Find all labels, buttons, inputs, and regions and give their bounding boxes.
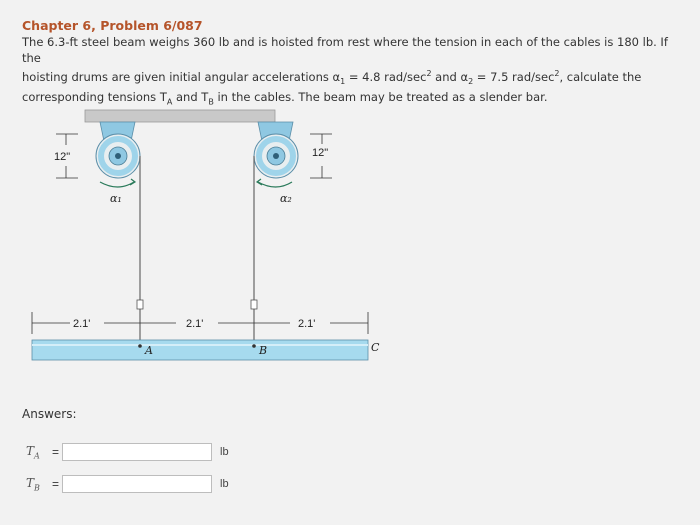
ceiling-support — [85, 110, 275, 122]
alpha1-label: α₁ — [110, 192, 122, 205]
problem-line-1: The 6.3-ft steel beam weighs 360 lb and is hoisted from rest where the tension in each of the cables is 180 lb. If the — [22, 35, 668, 65]
ta-equals: = — [52, 445, 60, 459]
tb-equals: = — [52, 477, 60, 491]
problem-statement: The 6.3-ft steel beam weighs 360 lb and is hoisted from rest where the tension in each of the cables is 180 lb. If the hoisting drums are given initial angular accelerations $\alpha_1 = 4.8$ rad/$\sec^2$ and $\alpha_2 = 7.5$ rad/$\sec^2$, calculate the corresponding tensions $T_A$ and $T_B$ in the cables. The beam may be treated as a slender bar. — [22, 35, 668, 106]
point-b-label: B — [259, 344, 268, 357]
ta-unit: lb — [220, 446, 229, 458]
span-dim-3: 2.1' — [298, 318, 316, 330]
answer-row-tb — [26, 473, 229, 495]
ta-variable: $T_A$ — [26, 443, 40, 461]
span-dim-2: 2.1' — [186, 318, 204, 330]
diameter-dim-left: 12" — [54, 151, 71, 163]
point-c-label: C — [371, 341, 380, 354]
diameter-dim-right: 12" — [312, 147, 329, 159]
answers-label: Answers: — [22, 407, 77, 421]
answer-row-ta — [26, 441, 229, 463]
tb-input[interactable] — [62, 475, 212, 493]
alpha2-label: α₂ — [280, 192, 292, 205]
ta-input[interactable] — [62, 443, 212, 461]
span-dim-1: 2.1' — [73, 318, 91, 330]
alpha1-arc-arrow — [100, 182, 134, 187]
point-a-label: A — [145, 344, 153, 357]
alpha2-arc-arrow — [258, 182, 292, 187]
steel-beam — [32, 340, 368, 360]
tb-variable: $T_B$ — [26, 475, 40, 493]
tb-unit: lb — [220, 478, 229, 490]
chapter-title: Chapter 6, Problem 6/087 — [22, 18, 203, 33]
